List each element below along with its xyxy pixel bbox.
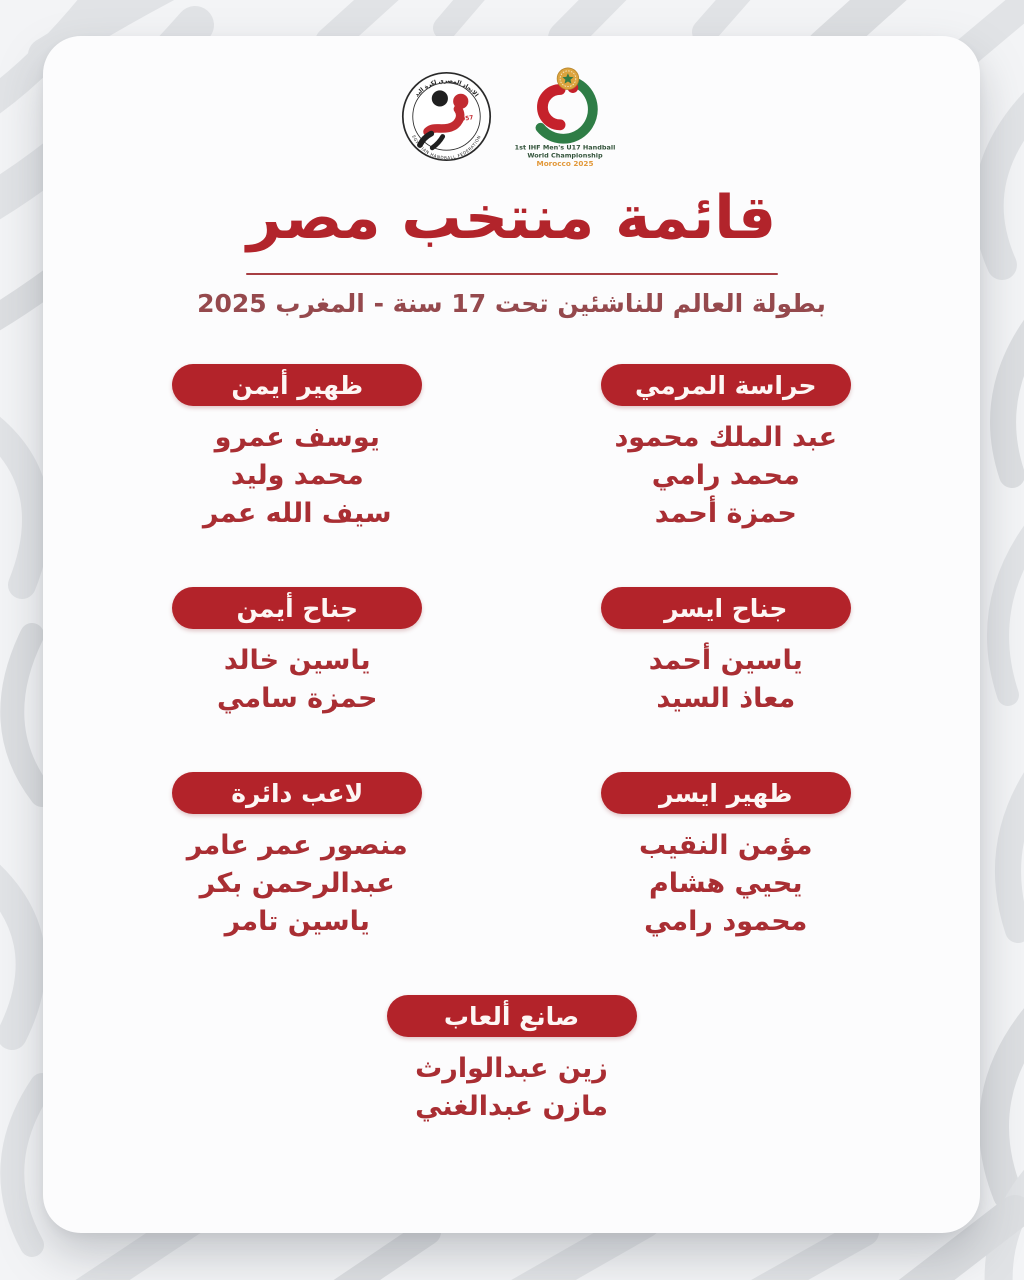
- player-list: [217, 642, 377, 718]
- player-list: [203, 419, 392, 533]
- position-group-left-wing: [527, 587, 926, 718]
- position-title: جناح أيمن: [236, 593, 359, 623]
- logo-row: [43, 64, 980, 168]
- player-name: يحيي هشام: [649, 868, 803, 899]
- title-divider: [246, 273, 778, 275]
- position-title: ظهير ايسر: [659, 778, 793, 808]
- player-name: مازن عبدالغني: [415, 1091, 608, 1122]
- red-swirl-icon: [542, 90, 560, 125]
- player-name: منصور عمر عامر: [186, 830, 408, 861]
- championship-logo-line1: 1st IHF Men's U17 Handball: [514, 143, 616, 152]
- player-list: [415, 1050, 608, 1126]
- player-name: معاذ السيد: [656, 683, 796, 714]
- player-list: [187, 827, 408, 941]
- position-title: حراسة المرمي: [634, 370, 817, 400]
- position-group-right-back: [98, 364, 497, 533]
- position-title-badge: [387, 995, 637, 1037]
- player-list: [639, 827, 813, 941]
- position-title-badge: [172, 587, 422, 629]
- player-name: عبدالرحمن بكر: [199, 868, 395, 899]
- position-group-playmaker: [98, 995, 925, 1126]
- position-title: ظهير أيمن: [231, 370, 364, 400]
- player-name: ياسين تامر: [224, 906, 370, 937]
- position-title-badge: [601, 772, 851, 814]
- federation-year: 1957: [456, 114, 474, 123]
- federation-arc-top-text: الاتحاد المصري لكرة اليد: [414, 77, 479, 98]
- player-name: يوسف عمرو: [214, 422, 380, 453]
- player-name: مؤمن النقيب: [639, 830, 813, 861]
- player-list: [649, 642, 803, 718]
- ihf-u17-world-championship-morocco-2025-logo: [506, 64, 624, 168]
- roster-card: [43, 36, 980, 1233]
- position-title-badge: [601, 587, 851, 629]
- position-group-right-wing: [98, 587, 497, 718]
- position-title: لاعب دائرة: [231, 778, 364, 808]
- championship-logo-line2: World Championship: [527, 151, 603, 160]
- position-group-left-back: [527, 772, 926, 941]
- position-group-pivot: [98, 772, 497, 941]
- player-name: سيف الله عمر: [202, 498, 392, 529]
- player-name: زين عبدالوارث: [415, 1053, 608, 1084]
- player-name: ياسين خالد: [223, 645, 371, 676]
- positions-grid: [43, 364, 980, 1126]
- position-title: صانع ألعاب: [443, 1001, 580, 1031]
- player-name: ياسين أحمد: [648, 645, 803, 676]
- player-name: حمزة سامي: [217, 683, 378, 714]
- page-subtitle: بطولة العالم للناشئين تحت 17 سنة - المغرب 2025: [197, 289, 826, 318]
- player-list: [614, 419, 837, 533]
- championship-logo-line3: Morocco 2025: [536, 159, 594, 168]
- player-name: حمزة أحمد: [654, 498, 797, 529]
- federation-arc-bottom-text: EGYPTIAN HANDBALL FEDERATION: [411, 133, 482, 160]
- egyptian-handball-federation-logo: [399, 69, 494, 164]
- position-title: جناح ايسر: [664, 593, 788, 623]
- page-title: قائمة منتخب مصر: [246, 183, 777, 253]
- player-name: عبد الملك محمود: [614, 422, 838, 453]
- position-title-badge: [172, 364, 422, 406]
- position-group-goalkeepers: [527, 364, 926, 533]
- position-title-badge: [172, 772, 422, 814]
- player-head-icon: [432, 90, 448, 106]
- player-name: محمد وليد: [230, 460, 364, 491]
- player-name: محمد رامي: [651, 460, 800, 491]
- player-name: محمود رامي: [644, 906, 808, 937]
- position-title-badge: [601, 364, 851, 406]
